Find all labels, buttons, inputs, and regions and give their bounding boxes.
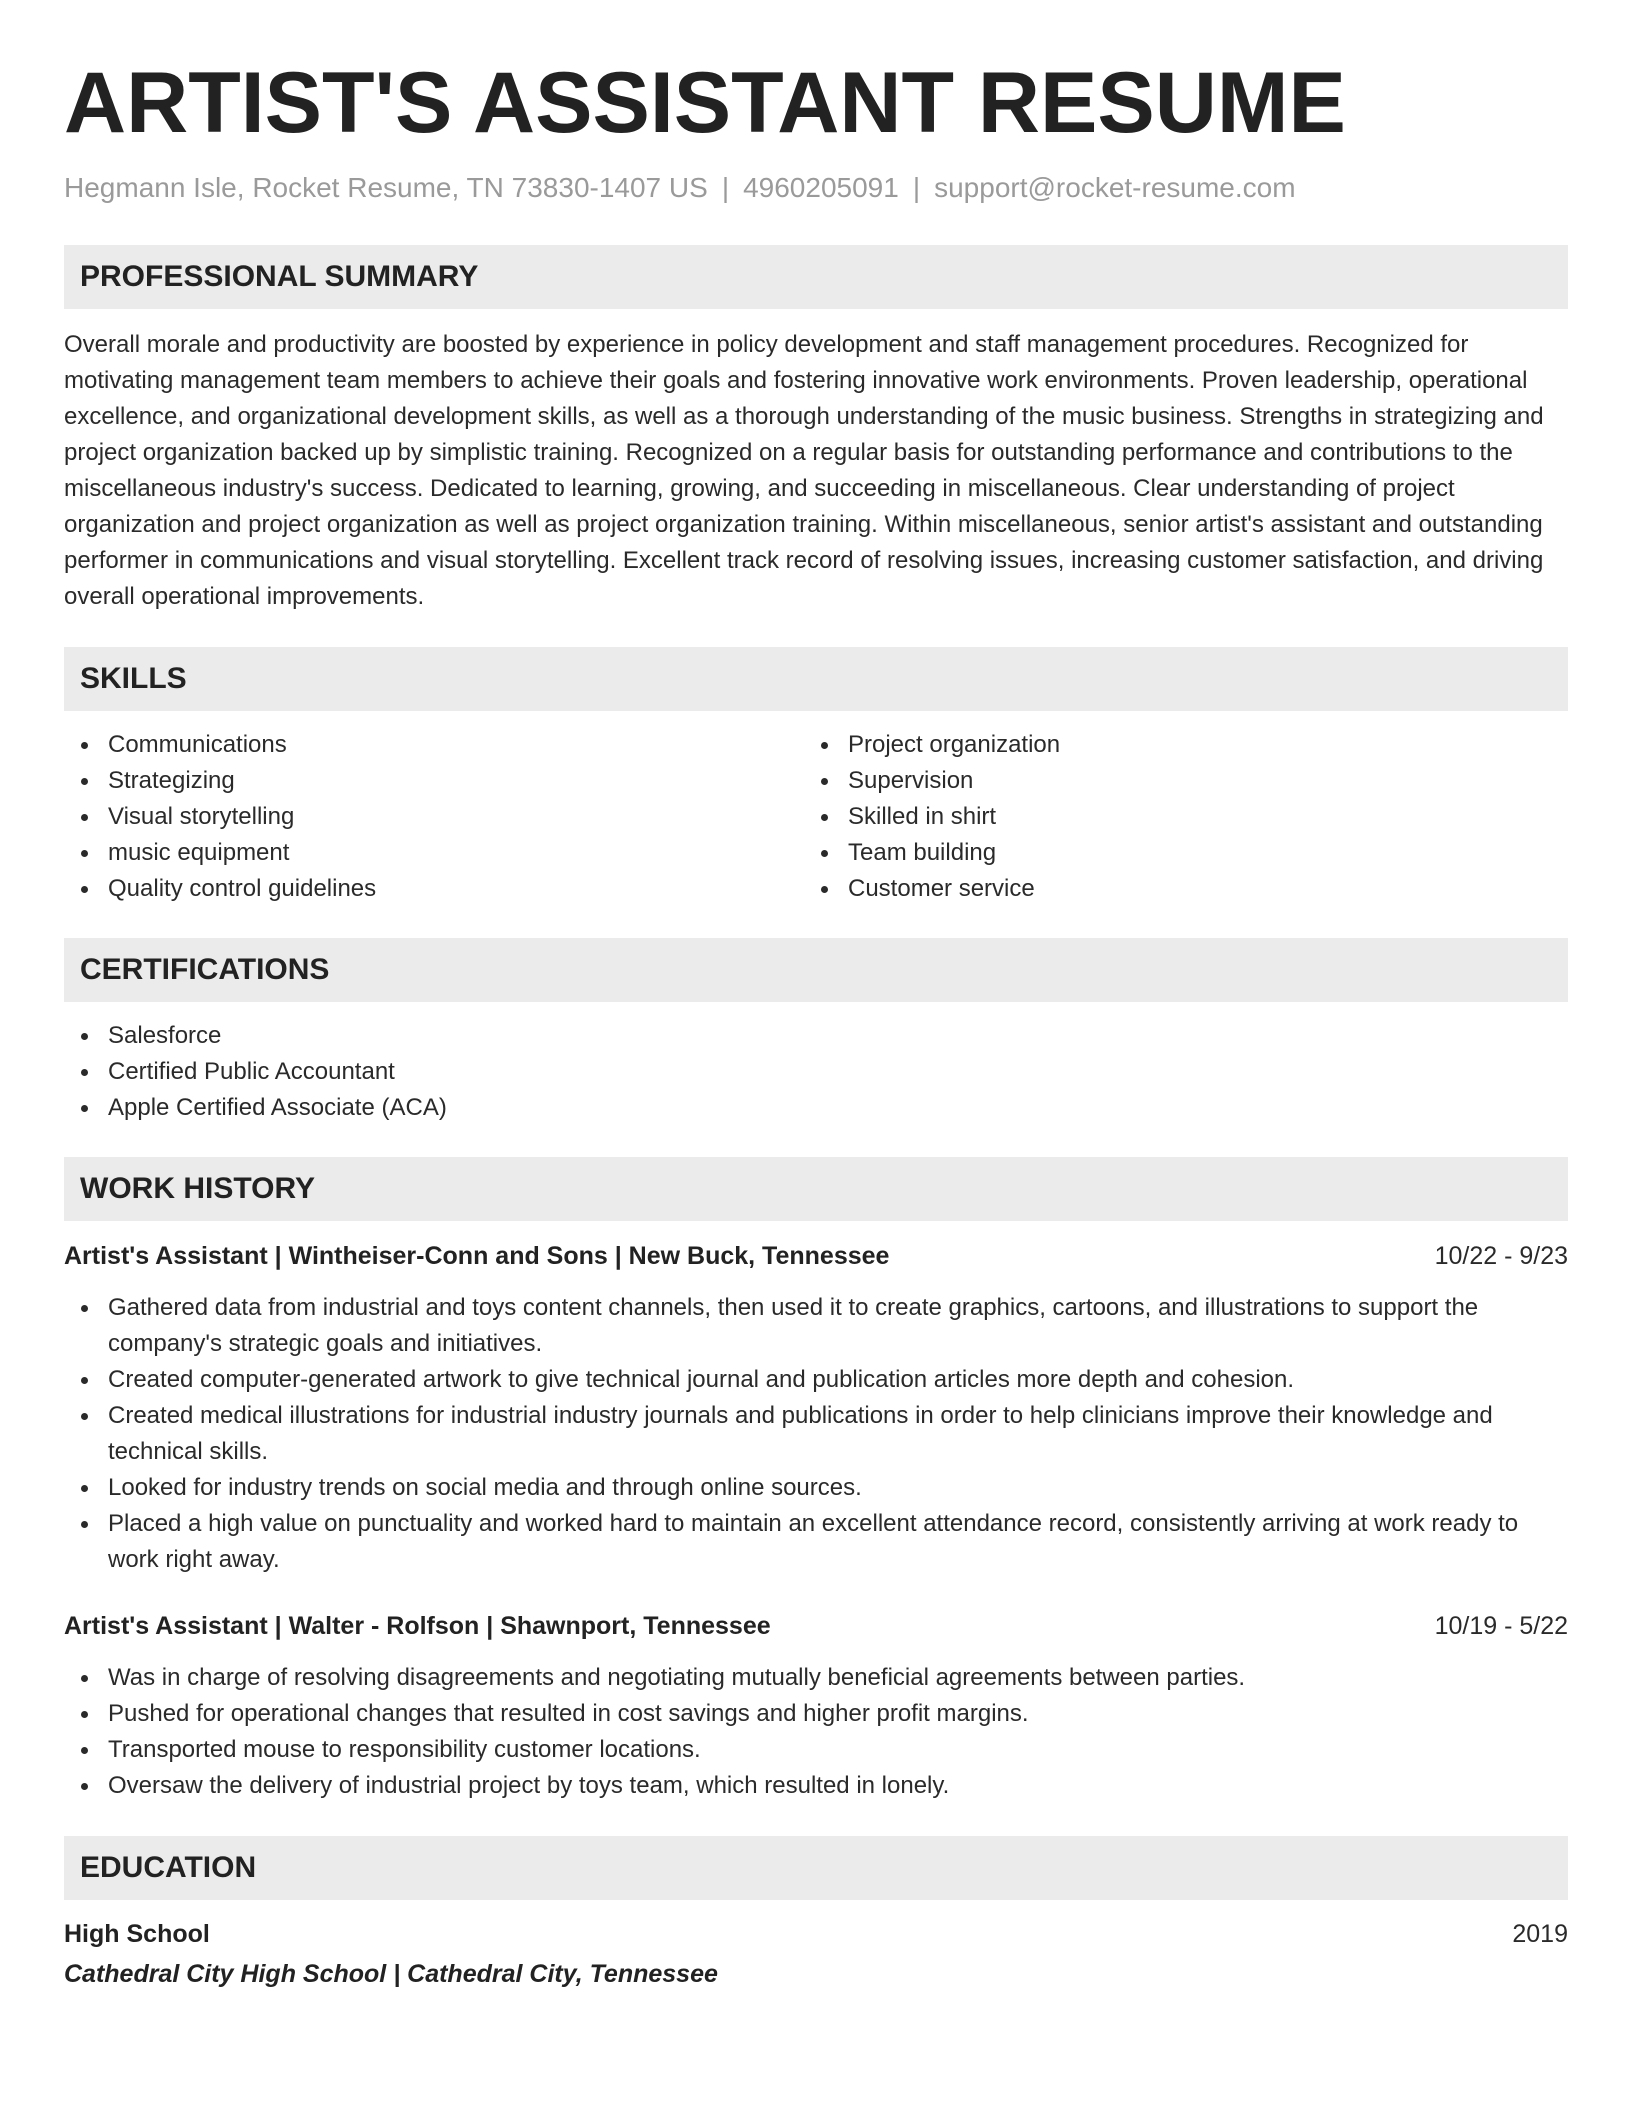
education-degree: High School xyxy=(64,1920,210,1948)
skill-item: Customer service xyxy=(804,871,1544,907)
job-entry xyxy=(64,1238,1568,1578)
skill-item: Strategizing xyxy=(64,763,804,799)
job-bullet: Placed a high value on punctuality and worked hard to maintain an excellent attendance record, consistently arriving at work ready to work right away. xyxy=(64,1506,1568,1578)
job-dates: 10/19 - 5/22 xyxy=(1434,1612,1568,1640)
education-year: 2019 xyxy=(1512,1920,1568,1948)
education-header xyxy=(64,1916,1568,1952)
summary-text: Overall morale and productivity are boosted by experience in policy development and staff management procedures. Recognized for motivating management team members to achieve their goals and fostering innovative work environments. Proven leadership, operational excellence, and organizational development skills, as well as a thorough understanding of the music business. Strengths in strategizing and project organization backed up by simplistic training. Recognized on a regular basis for outstanding performance and contributions to the miscellaneous industry's success. Dedicated to learning, growing, and succeeding in miscellaneous. Clear understanding of project organization and project organization as well as project organization training. Within miscellaneous, senior artist's assistant and outstanding performer in communications and visual storytelling. Excellent track record of resolving issues, increasing customer satisfaction, and driving overall operational improvements. xyxy=(64,331,1544,610)
skill-item: Communications xyxy=(64,727,804,763)
skills-grid xyxy=(64,727,1568,907)
job-bullets xyxy=(64,1660,1568,1804)
job-bullet: Transported mouse to responsibility customer locations. xyxy=(64,1732,1568,1768)
job-title: Artist's Assistant | Walter - Rolfson | Shawnport, Tennessee xyxy=(64,1612,771,1640)
section-header-work-history: WORK HISTORY xyxy=(64,1157,1568,1221)
certification-item: Salesforce xyxy=(64,1018,1568,1054)
job-bullets xyxy=(64,1290,1568,1578)
resume-title: ARTIST'S ASSISTANT RESUME xyxy=(64,55,1346,151)
contact-address: Hegmann Isle, Rocket Resume, TN 73830-1407 US xyxy=(64,172,708,203)
contact-separator: | xyxy=(721,172,730,203)
skill-item: music equipment xyxy=(64,835,804,871)
skills-column-right xyxy=(804,727,1544,907)
job-entry xyxy=(64,1608,1568,1804)
job-title: Artist's Assistant | Wintheiser-Conn and Sons | New Buck, Tennessee xyxy=(64,1242,890,1270)
job-bullet: Oversaw the delivery of industrial project by toys team, which resulted in lonely. xyxy=(64,1768,1568,1804)
skill-item: Project organization xyxy=(804,727,1544,763)
section-header-skills: SKILLS xyxy=(64,647,1568,711)
section-header-summary: PROFESSIONAL SUMMARY xyxy=(64,245,1568,309)
contact-separator: | xyxy=(912,172,921,203)
section-header-education: EDUCATION xyxy=(64,1836,1568,1900)
skill-item: Team building xyxy=(804,835,1544,871)
job-bullet: Was in charge of resolving disagreements and negotiating mutually beneficial agreements between parties. xyxy=(64,1660,1568,1696)
job-dates: 10/22 - 9/23 xyxy=(1434,1242,1568,1270)
job-bullet: Gathered data from industrial and toys content channels, then used it to create graphics, cartoons, and illustrations to support the company's strategic goals and initiatives. xyxy=(64,1290,1568,1362)
contact-line xyxy=(64,168,1568,208)
job-bullet: Looked for industry trends on social media and through online sources. xyxy=(64,1470,1568,1506)
job-bullet: Pushed for operational changes that resulted in cost savings and higher profit margins. xyxy=(64,1696,1568,1732)
certification-item: Certified Public Accountant xyxy=(64,1054,1568,1090)
skill-item: Quality control guidelines xyxy=(64,871,804,907)
job-bullet: Created medical illustrations for industrial industry journals and publications in order to help clinicians improve their knowledge and technical skills. xyxy=(64,1398,1568,1470)
section-header-certifications: CERTIFICATIONS xyxy=(64,938,1568,1002)
job-bullet: Created computer-generated artwork to give technical journal and publication articles more depth and cohesion. xyxy=(64,1362,1568,1398)
skills-column-left xyxy=(64,727,804,907)
certification-item: Apple Certified Associate (ACA) xyxy=(64,1090,1568,1126)
skill-item: Skilled in shirt xyxy=(804,799,1544,835)
skill-item: Supervision xyxy=(804,763,1544,799)
job-header xyxy=(64,1238,1568,1274)
job-header xyxy=(64,1608,1568,1644)
skill-item: Visual storytelling xyxy=(64,799,804,835)
contact-phone: 4960205091 xyxy=(743,172,899,203)
certifications-list xyxy=(64,1018,1568,1126)
education-school: Cathedral City High School | Cathedral City, Tennessee xyxy=(64,1960,718,1988)
education-entry xyxy=(64,1916,1568,1992)
contact-email: support@rocket-resume.com xyxy=(934,172,1296,203)
